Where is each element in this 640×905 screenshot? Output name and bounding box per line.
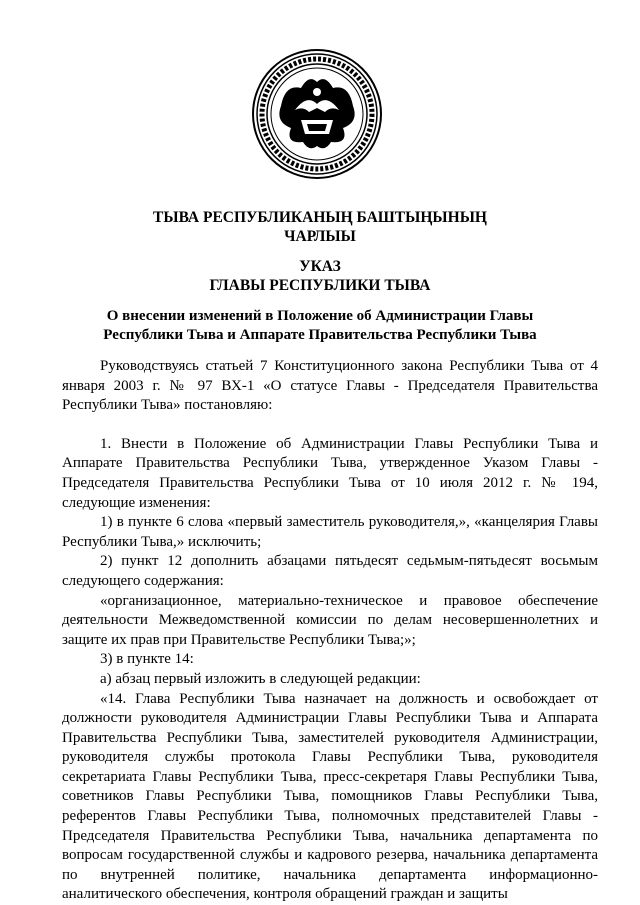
tyva-title-line2: ЧАРЛЫЫ bbox=[284, 228, 356, 245]
subitem-3a: а) абзац первый изложить в следующей редакции: bbox=[100, 670, 421, 687]
document-body bbox=[62, 357, 598, 905]
subitem-1: 1) в пункте 6 слова «первый заместитель руководителя,», «канцелярия Главы Республики Тыва,» исключить; bbox=[62, 514, 598, 550]
tyva-title-line1: ТЫВА РЕСПУБЛИКАНЫҢ БАШТЫҢЫНЫҢ bbox=[153, 209, 487, 226]
quote-2: «14. Глава Республики Тыва назначает на должность и освобождает от должности руководителя Администрации Главы Республики Тыва и Аппарата Правительства Республики Тыва, заместителей руководителя Администрации, руководителя службы протокола Главы Республики Тыва, руководителя секретариата Главы Республики Тыва, пресс-секретаря Главы Республики Тыва, советников Главы Республики Тыва, помощников Главы Республики Тыва, референтов Главы Республики Тыва, полномочных представителей Главы - Председателя Правительства Республики Тыва, начальника департамента по вопросам государственной службы и кадрового резерва, начальника департамента по внутренней политике, начальника департамента информационно-аналитического обеспечения, контроля обращений граждан и защиты bbox=[62, 690, 598, 903]
decree-word: УКАЗ bbox=[299, 258, 341, 275]
decree-issuer: ГЛАВЫ РЕСПУБЛИКИ ТЫВА bbox=[209, 277, 431, 294]
tuva-coat-of-arms-emblem bbox=[251, 48, 383, 180]
subject-line1: О внесении изменений в Положение об Администрации Главы bbox=[106, 308, 534, 324]
preamble: Руководствуясь статьей 7 Конституционного закона Республики Тыва от 4 января 2003 г. № 97 ВХ-1 «О статусе Главы - Председателя Правительства Республики Тыва» постановляю: bbox=[62, 358, 598, 414]
item-1: 1. Внести в Положение об Администрации Главы Республики Тыва и Аппарате Правительства Республики Тыва, утвержденное Указом Главы - Председателя Правительства Республики Тыва от 10 июля 2012 г. № 194, следующие изменения: bbox=[62, 435, 598, 511]
subitem-2: 2) пункт 12 дополнить абзацами пятьдесят седьмым-пятьдесят восьмым следующего содержания: bbox=[62, 553, 598, 589]
quote-1: «организационное, материально-техническое и правовое обеспечение деятельности Межведомственной комиссии по делам несовершеннолетних и защите их прав при Правительстве Республики Тыва;»; bbox=[62, 592, 598, 648]
subitem-3: 3) в пункте 14: bbox=[100, 651, 194, 668]
subject-line2: Республики Тыва и Аппарате Правительства Республики Тыва bbox=[103, 327, 537, 343]
